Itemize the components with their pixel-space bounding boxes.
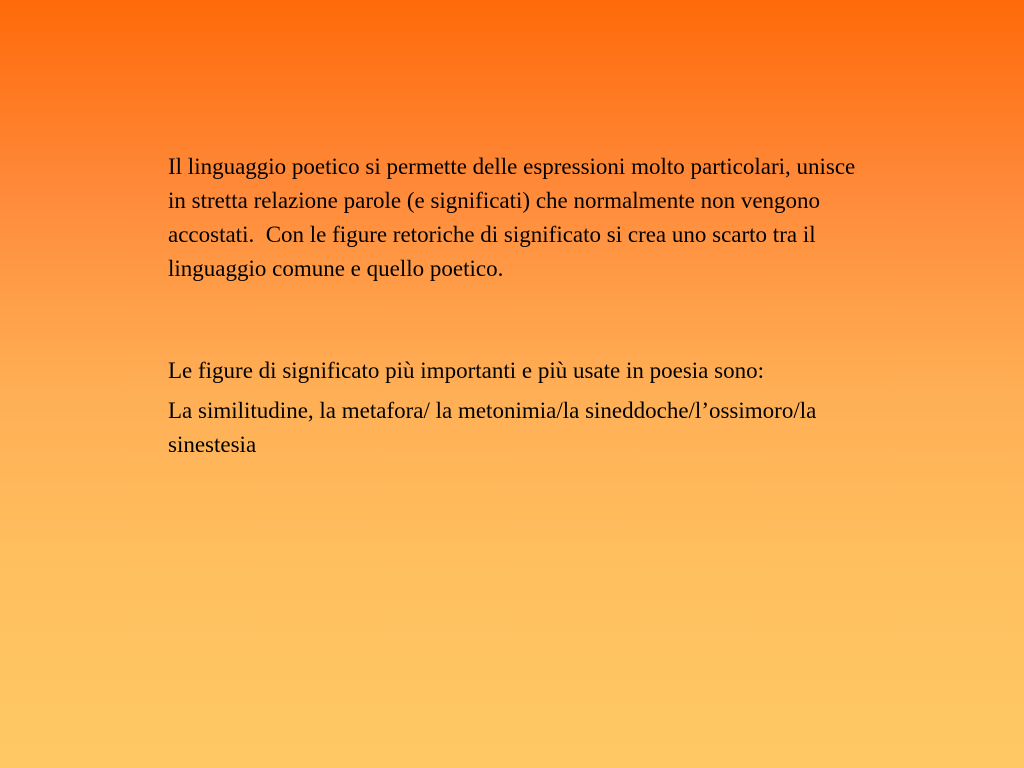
slide-text-block <box>168 150 862 462</box>
intro-paragraph: Il linguaggio poetico si permette delle espressioni molto particolari, unisce in stretta relazione parole (e significati) che normalmente non vengono accostati. Con le figure retoriche di significato si crea uno scarto tra il linguaggio comune e quello poetico. <box>168 154 862 281</box>
figures-intro-paragraph: Le figure di significato più importanti e più usate in poesia sono: <box>168 358 764 383</box>
figures-list-paragraph: La similitudine, la metafora/ la metonimia/la sineddoche/l’ossimoro/la sinestesia <box>168 398 823 457</box>
